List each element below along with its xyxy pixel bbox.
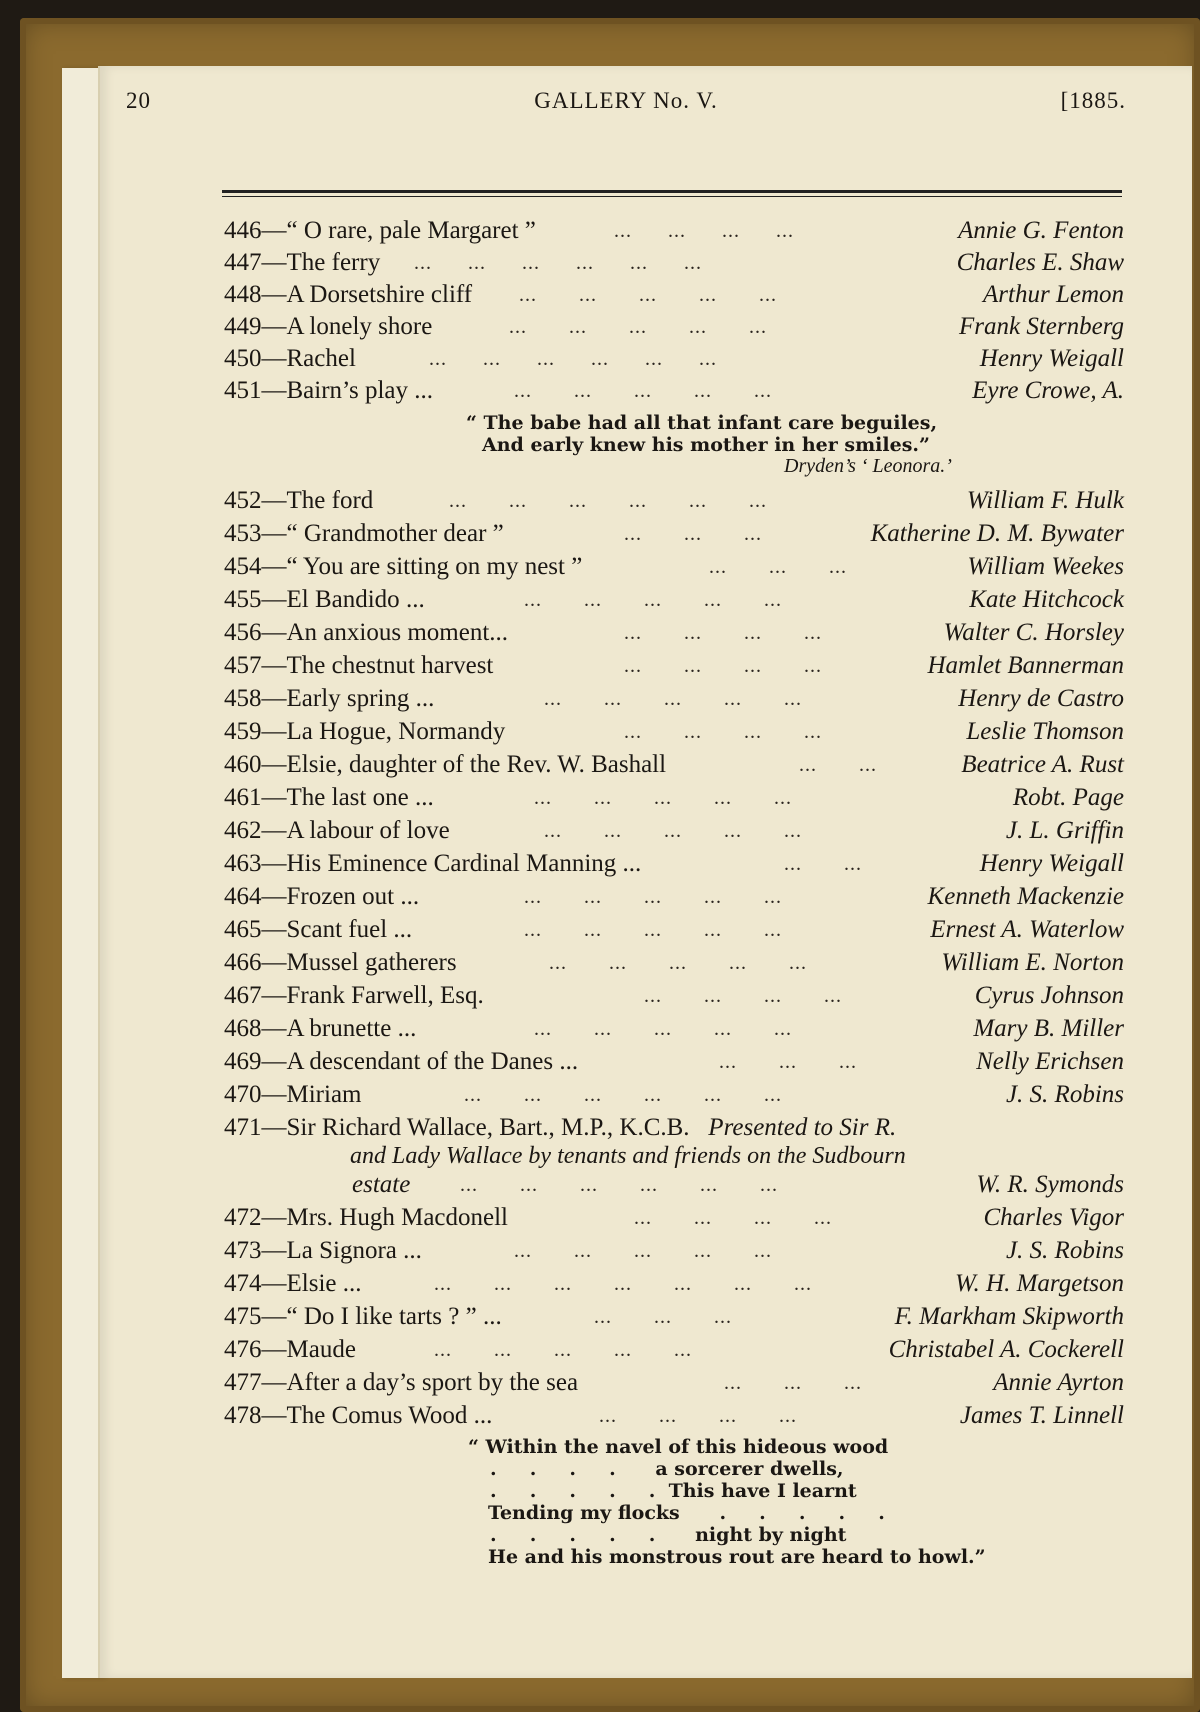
quote-line: Tending my flocks . . . . . — [488, 1502, 885, 1524]
entry-artist: Kate Hitchcock — [969, 586, 1124, 613]
header-rule-thin — [222, 196, 1122, 197]
catalogue-entry: 476—Maude ... ... ... ... ... Christabel A. Cockerell — [224, 1336, 1124, 1363]
entry-number: 472 — [224, 1204, 262, 1231]
entry-title: Rachel — [286, 345, 356, 372]
page-title: GALLERY No. V. — [534, 88, 718, 113]
entry-artist: Annie Ayrton — [993, 1369, 1124, 1396]
catalogue-entry-continued: estate ... ... ... ... ... ... W. R. Symonds — [352, 1171, 1124, 1198]
entry-number: 470 — [224, 1081, 262, 1108]
entry-title: “ Grandmother dear ” — [286, 520, 504, 547]
header-rule — [222, 190, 1122, 193]
entry-number: 471 — [224, 1114, 262, 1141]
entry-number: 463 — [224, 850, 262, 877]
quote-line: He and his monstrous rout are heard to howl.” — [488, 1546, 986, 1568]
entry-title: Elsie, daughter of the Rev. W. Bashall — [286, 751, 667, 778]
entry-number: 451 — [224, 377, 262, 404]
entry-number: 456 — [224, 619, 262, 646]
catalogue-entry: 468—A brunette ... ... ... ... ... ... Mary B. Miller — [224, 1015, 1124, 1042]
catalogue-entry: 474—Elsie ... ... ... ... ... ... ... ... W. H. Margetson — [224, 1270, 1124, 1297]
entry-title: Maude — [286, 1336, 356, 1363]
entry-number: 460 — [224, 751, 262, 778]
entry-artist: W. R. Symonds — [976, 1171, 1124, 1198]
entry-number: 462 — [224, 817, 262, 844]
catalogue-entry: 472—Mrs. Hugh Macdonell ... ... ... ... Charles Vigor — [224, 1204, 1124, 1231]
quote-line: . . . . . night by night — [490, 1524, 847, 1546]
quote-line: “ Within the navel of this hideous wood — [468, 1436, 889, 1458]
entry-number: 458 — [224, 685, 262, 712]
catalogue-entry: 470—Miriam ... ... ... ... ... ... J. S. Robins — [224, 1081, 1124, 1108]
entry-title: A descendant of the Danes — [286, 1048, 554, 1075]
entry-title: A brunette — [286, 1015, 392, 1042]
entry-title: “ O rare, pale Margaret ” — [286, 217, 536, 244]
quote-text: a sorcerer dwells, — [655, 1458, 844, 1480]
entry-artist: Robt. Page — [1012, 784, 1124, 811]
catalogue-entry: 460—Elsie, daughter of the Rev. W. Bashall ... ... Beatrice A. Rust — [224, 751, 1124, 778]
entry-number: 465 — [224, 916, 262, 943]
catalogue-entry: 455—El Bandido ... ... ... ... ... ... Kate Hitchcock — [224, 586, 1124, 613]
quote-text: Tending my flocks — [488, 1502, 680, 1524]
entry-number: 478 — [224, 1402, 262, 1429]
entry-number: 467 — [224, 982, 262, 1009]
entry-title: Early spring — [286, 685, 410, 712]
catalogue-entry: 450—Rachel ... ... ... ... ... ... Henry Weigall — [224, 345, 1124, 372]
catalogue-entry: 473—La Signora ... ... ... ... ... ... J. S. Robins — [224, 1237, 1124, 1264]
quote-text: night by night — [695, 1524, 847, 1546]
entry-number: 454 — [224, 553, 262, 580]
entry-title: The ferry — [286, 249, 381, 276]
catalogue-entry: 475—“ Do I like tarts ? ” ... ... ... ... F. Markham Skipworth — [224, 1303, 1124, 1330]
quote-attribution: Dryden’s ‘ Leonora.’ — [784, 455, 952, 477]
entry-artist: Annie G. Fenton — [958, 217, 1124, 244]
entry-artist: W. H. Margetson — [955, 1270, 1124, 1297]
entry-title: “ Do I like tarts ? ” — [286, 1303, 477, 1330]
catalogue-entry: 452—The ford ... ... ... ... ... ... William F. Hulk — [224, 487, 1124, 514]
entry-artist: Henry de Castro — [958, 685, 1124, 712]
entry-number: 476 — [224, 1336, 262, 1363]
catalogue-entry: 466—Mussel gatherers ... ... ... ... ... William E. Norton — [224, 949, 1124, 976]
entry-title: El Bandido — [286, 586, 400, 613]
catalogue-entry: 478—The Comus Wood ... ... ... ... ... James T. Linnell — [224, 1402, 1124, 1429]
entry-artist: F. Markham Skipworth — [894, 1303, 1124, 1330]
entry-number: 457 — [224, 652, 262, 679]
entry-title: His Eminence Cardinal Manning — [286, 850, 617, 877]
catalogue-entry: 462—A labour of love ... ... ... ... ... J. L. Griffin — [224, 817, 1124, 844]
catalogue-entry: 464—Frozen out ... ... ... ... ... ... Kenneth Mackenzie — [224, 883, 1124, 910]
entry-title: The Comus Wood — [286, 1402, 468, 1429]
quote-line: . . . . a sorcerer dwells, — [490, 1458, 844, 1480]
quote-line: And early knew his mother in her smiles.” — [482, 434, 930, 456]
entry-artist: Christabel A. Cockerell — [888, 1336, 1124, 1363]
entry-number: 473 — [224, 1237, 262, 1264]
entry-note: estate — [352, 1171, 411, 1198]
page-year: [1885. — [1060, 88, 1126, 113]
entry-title: Miriam — [286, 1081, 362, 1108]
entry-artist: Henry Weigall — [979, 345, 1124, 372]
catalogue-entry: 459—La Hogue, Normandy ... ... ... ... Leslie Thomson — [224, 718, 1124, 745]
catalogue-entry: 463—His Eminence Cardinal Manning ... ... ... Henry Weigall — [224, 850, 1124, 877]
entry-title: La Hogue, Normandy — [286, 718, 506, 745]
entry-artist: J. L. Griffin — [1005, 817, 1124, 844]
entry-artist: Charles E. Shaw — [956, 249, 1124, 276]
page-header — [126, 88, 1126, 128]
entry-artist: Hamlet Bannerman — [927, 652, 1124, 679]
entry-artist: Leslie Thomson — [966, 718, 1124, 745]
entry-number: 446 — [224, 217, 262, 244]
catalogue-entry: 456—An anxious moment... ... ... ... ... Walter C. Horsley — [224, 619, 1124, 646]
catalogue-entry: 454—“ You are sitting on my nest ” ... ... ... William Weekes — [224, 553, 1124, 580]
entry-artist: William E. Norton — [941, 949, 1124, 976]
catalogue-entry: 458—Early spring ... ... ... ... ... ... Henry de Castro — [224, 685, 1124, 712]
entry-artist: Arthur Lemon — [983, 281, 1124, 308]
quote-text: This have I learnt — [668, 1480, 857, 1502]
entry-note-continued: and Lady Wallace by tenants and friends on the Sudbourn — [350, 1143, 906, 1169]
entry-title: Sir Richard Wallace, Bart., M.P., K.C.B. — [286, 1114, 690, 1141]
catalogue-entry: 451—Bairn’s play ... ... ... ... ... ... Eyre Crowe, A. — [224, 377, 1124, 404]
entry-artist: Mary B. Miller — [973, 1015, 1124, 1042]
entry-artist: Eyre Crowe, A. — [972, 377, 1124, 404]
entry-artist: J. S. Robins — [1005, 1237, 1124, 1264]
catalogue-entry: 461—The last one ... ... ... ... ... ... Robt. Page — [224, 784, 1124, 811]
entry-artist: Kenneth Mackenzie — [927, 883, 1124, 910]
entry-number: 455 — [224, 586, 262, 613]
catalogue-entry: 449—A lonely shore ... ... ... ... ... Frank Sternberg — [224, 313, 1124, 340]
entry-number: 474 — [224, 1270, 262, 1297]
entry-number: 452 — [224, 487, 262, 514]
catalogue-entry: 448—A Dorsetshire cliff ... ... ... ... ... Arthur Lemon — [224, 281, 1124, 308]
entry-title: A labour of love — [286, 817, 450, 844]
entry-artist: William Weekes — [967, 553, 1124, 580]
entry-note: Presented to Sir R. — [708, 1114, 897, 1141]
catalogue-entry: 467—Frank Farwell, Esq. ... ... ... ... Cyrus Johnson — [224, 982, 1124, 1009]
entry-number: 450 — [224, 345, 262, 372]
entry-number: 464 — [224, 883, 262, 910]
entry-artist: James T. Linnell — [959, 1402, 1124, 1429]
entry-artist: J. S. Robins — [1005, 1081, 1124, 1108]
catalogue-entry: 477—After a day’s sport by the sea ... ... ... Annie Ayrton — [224, 1369, 1124, 1396]
entry-artist: Beatrice A. Rust — [961, 751, 1124, 778]
entry-artist: Ernest A. Waterlow — [930, 916, 1124, 943]
entry-artist: Henry Weigall — [979, 850, 1124, 877]
quote-line: “ The babe had all that infant care beguiles, — [466, 412, 938, 434]
entry-artist: Katherine D. M. Bywater — [870, 520, 1124, 547]
entry-number: 468 — [224, 1015, 262, 1042]
entry-title: An anxious moment — [286, 619, 490, 646]
entry-number: 475 — [224, 1303, 262, 1330]
catalogue-entry: 446—“ O rare, pale Margaret ” ... ... ... ... Annie G. Fenton — [224, 217, 1124, 244]
entry-artist: Charles Vigor — [983, 1204, 1124, 1231]
entry-artist: Walter C. Horsley — [943, 619, 1124, 646]
entry-artist: Cyrus Johnson — [974, 982, 1124, 1009]
entry-artist: Frank Sternberg — [958, 313, 1124, 340]
entry-number: 453 — [224, 520, 262, 547]
entry-title: La Signora — [286, 1237, 397, 1264]
catalogue-entry: 469—A descendant of the Danes ... ... ... ... Nelly Erichsen — [224, 1048, 1124, 1075]
entry-number: 459 — [224, 718, 262, 745]
catalogue-entry: 471—Sir Richard Wallace, Bart., M.P., K.C.B. Presented to Sir R. — [224, 1114, 897, 1141]
entry-title: Bairn’s play — [286, 377, 409, 404]
entry-number: 466 — [224, 949, 262, 976]
entry-number: 477 — [224, 1369, 262, 1396]
entry-artist: Nelly Erichsen — [976, 1048, 1124, 1075]
entry-title: Mrs. Hugh Macdonell — [286, 1204, 508, 1231]
entry-number: 449 — [224, 313, 262, 340]
entry-number: 447 — [224, 249, 262, 276]
entry-title: After a day’s sport by the sea — [286, 1369, 579, 1396]
entry-title: Elsie — [286, 1270, 337, 1297]
catalogue-entry: 447—The ferry ... ... ... ... ... ... Charles E. Shaw — [224, 249, 1124, 276]
catalogue-entry: 453—“ Grandmother dear ” ... ... ... Katherine D. M. Bywater — [224, 520, 1124, 547]
catalogue-entry: 465—Scant fuel ... ... ... ... ... ... Ernest A. Waterlow — [224, 916, 1124, 943]
quote-line: . . . . . This have I learnt — [490, 1480, 857, 1502]
page-number: 20 — [126, 88, 151, 113]
entry-number: 469 — [224, 1048, 262, 1075]
entry-number: 461 — [224, 784, 262, 811]
entry-title: Mussel gatherers — [286, 949, 457, 976]
entry-title: A Dorsetshire cliff — [286, 281, 473, 308]
entry-title: The last one — [286, 784, 409, 811]
entry-title: The ford — [286, 487, 374, 514]
entry-title: “ You are sitting on my nest ” — [286, 553, 583, 580]
entry-title: Scant fuel — [286, 916, 388, 943]
catalogue-entry: 457—The chestnut harvest ... ... ... ... Hamlet Bannerman — [224, 652, 1124, 679]
entry-title: Frank Farwell, Esq. — [286, 982, 484, 1009]
entry-title: Frozen out — [286, 883, 395, 910]
entry-title: The chestnut harvest — [286, 652, 494, 679]
entry-title: A lonely shore — [286, 313, 433, 340]
entry-number: 448 — [224, 281, 262, 308]
entry-artist: William F. Hulk — [966, 487, 1124, 514]
